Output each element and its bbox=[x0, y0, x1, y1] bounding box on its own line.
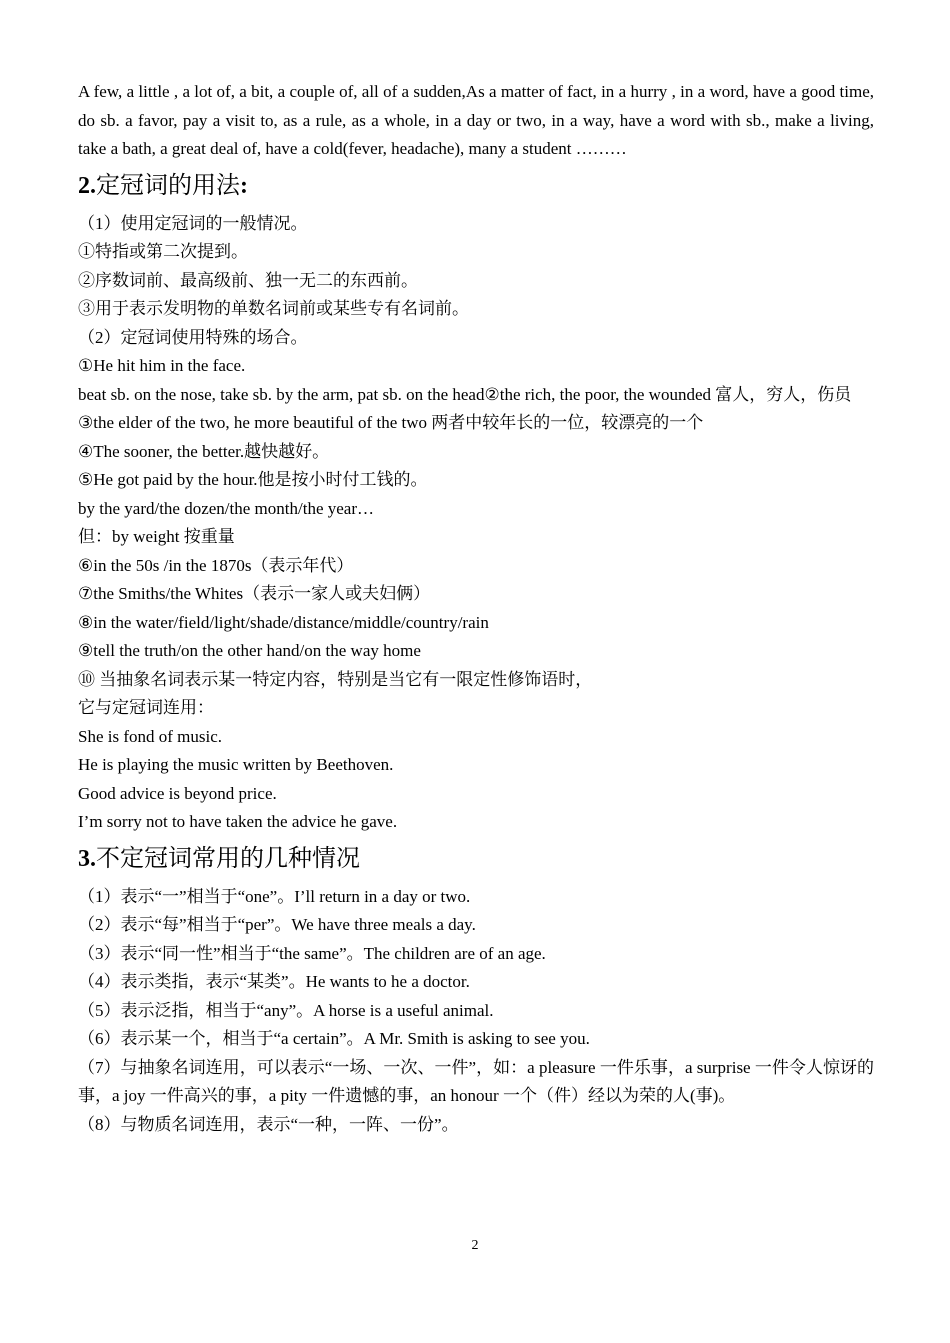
text-line: She is fond of music. bbox=[78, 726, 223, 746]
text-line: He is playing the music written by Beethoven. bbox=[78, 755, 394, 774]
section-2-body bbox=[78, 210, 874, 837]
text-line: （7）与抽象名词连用，可以表示“一场、一次、一件”，如：a pleasure 一件乐事，a surprise 一件令人惊讶的事，a joy 一件高兴的事，a pity 一件遗憾的事，an honour 一个（件）经以为荣的人(事)。 bbox=[78, 1057, 874, 1105]
text-line: I’m sorry not to have taken the advice he gave. bbox=[78, 812, 398, 831]
text-line: （2）表示“每”相当于“per”。We have three meals a day. bbox=[78, 915, 476, 934]
text-line: 但：by weight 按重量 bbox=[78, 527, 235, 546]
text-line: ⑦the Smiths/the Whites（表示一家人或夫妇俩） bbox=[78, 584, 431, 603]
text-line: （1）表示“一”相当于“one”。I’ll return in a day or two. bbox=[78, 886, 471, 906]
section-3-body bbox=[78, 883, 874, 1140]
text-line: （2）定冠词使用特殊的场合。 bbox=[78, 327, 308, 347]
text-line: ⑩ 当抽象名词表示某一特定内容，特别是当它有一限定性修饰语时， bbox=[78, 669, 593, 689]
page-number: 2 bbox=[471, 1238, 479, 1253]
text-line: ③the elder of the two, he more beautiful of the two 两者中较年长的一位，较漂亮的一个 bbox=[78, 413, 704, 432]
document-page bbox=[78, 78, 874, 1139]
text-line: ⑧in the water/field/light/shade/distance/middle/country/rain bbox=[78, 612, 489, 632]
text-line: ⑥in the 50s /in the 1870s（表示年代） bbox=[78, 555, 354, 575]
text-line: （6）表示某一个，相当于“a certain”。A Mr. Smith is asking to see you. bbox=[78, 1029, 590, 1048]
text-line: （5）表示泛指，相当于“any”。A horse is a useful animal. bbox=[78, 1000, 494, 1020]
text-line: （1）使用定冠词的一般情况。 bbox=[78, 213, 308, 233]
text-line: ⑤He got paid by the hour.他是按小时付工钱的。 bbox=[78, 470, 428, 489]
section-2-number: 2. bbox=[78, 172, 96, 199]
section-3-title: 不定冠词常用的几种情况 bbox=[96, 845, 360, 872]
text-line: beat sb. on the nose, take sb. by the arm, pat sb. on the head②the rich, the poor, the wounded 富人，穷人，伤员 bbox=[78, 384, 852, 404]
section-2-title: 定冠词的用法 bbox=[96, 172, 240, 199]
text-line: ①He hit him in the face. bbox=[78, 356, 246, 375]
section-3-number: 3. bbox=[78, 845, 96, 872]
text-line: ①特指或第二次提到。 bbox=[78, 242, 248, 261]
text-line: （3）表示“同一性”相当于“the same”。The children are of an age. bbox=[78, 943, 546, 963]
text-line: 它与定冠词连用： bbox=[78, 698, 214, 717]
text-line: Good advice is beyond price. bbox=[78, 783, 277, 803]
text-line: by the yard/the dozen/the month/the year… bbox=[78, 498, 374, 518]
text-line: （8）与物质名词连用，表示“一种，一阵、一份”。 bbox=[78, 1114, 459, 1134]
intro-paragraph: A few, a little , a lot of, a bit, a couple of, all of a sudden,As a matter of fact, in a hurry , in a word, have a good time, do sb. a favor, pay a visit to, as a rule, as a whole, in a day or two, in a way, have a word with sb., make a living, take a bath, a great deal of, have a cold(fever, headache), many a student ……… bbox=[78, 82, 874, 158]
text-line: ④The sooner, the better.越快越好。 bbox=[78, 441, 330, 461]
section-2-colon: : bbox=[240, 172, 248, 199]
section-2-heading bbox=[78, 168, 874, 204]
text-line: （4）表示类指，表示“某类”。He wants to he a doctor. bbox=[78, 972, 470, 991]
text-line: ③用于表示发明物的单数名词前或某些专有名词前。 bbox=[78, 299, 469, 318]
text-line: ⑨tell the truth/on the other hand/on the way home bbox=[78, 641, 421, 660]
text-line: ②序数词前、最高级前、独一无二的东西前。 bbox=[78, 270, 418, 290]
section-3-heading bbox=[78, 841, 874, 877]
